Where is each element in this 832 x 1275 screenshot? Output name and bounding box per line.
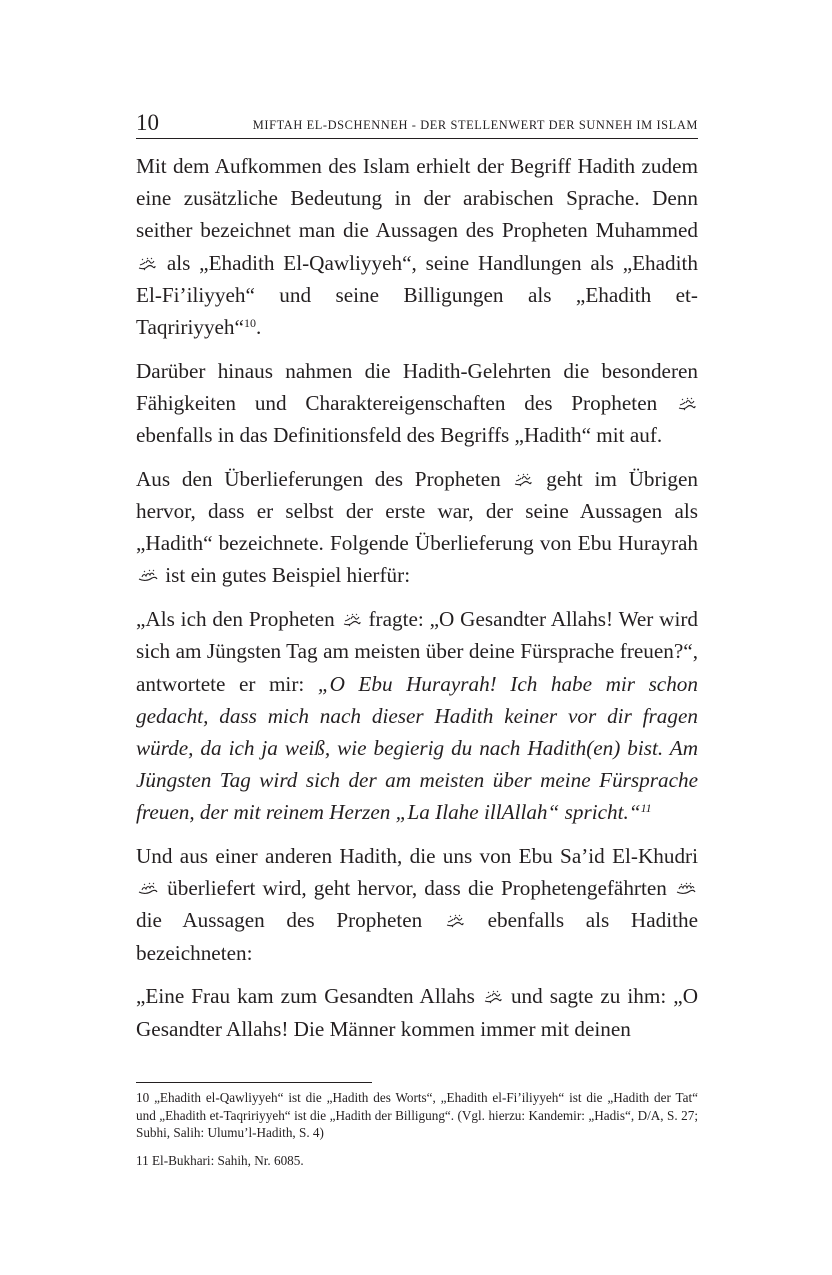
- paragraph-2-text-a: Darüber hinaus nahmen die Hadith-Gelehrten die besonderen Fähigkeiten und Charaktereigenschaften des Propheten: [136, 358, 698, 415]
- footnote-ref-10[interactable]: 10: [243, 316, 256, 331]
- paragraph-5-text-b: überliefert wird, geht hervor, dass die Prophetengefährten: [167, 876, 667, 901]
- radiya-plural-icon: [676, 882, 696, 895]
- footnote-text: „Ehadith el-Qawliyyeh“ ist die „Hadith des Worts“, „Ehadith el-Fi’iliyyeh“ ist die „Hadith der Tat“ und „Ehadith et-Taqririyyeh“ ist die „Hadith der Billigung“. (Vgl. hierzu: Kandemir: „Hadis“, D/A, S. 27; Subhi, Salih: Ulumu’l-Hadith, S. 4): [136, 1090, 699, 1140]
- paragraph-1: [136, 150, 698, 343]
- paragraph-1-text-a: Mit dem Aufkommen des Islam erhielt der Begriff Hadith zudem eine zusätzliche Bedeutung in der arabischen Sprache. Denn seither bezeichnet man die Aussagen des Propheten Muhammed: [136, 154, 698, 243]
- salawat-icon: [138, 257, 156, 271]
- paragraph-1-text-b: als „Ehadith El-Qawliyyeh“, seine Handlungen als „Ehadith El-Fi’iliyyeh“ und seine Billigungen als „Ehadith et-Taqririyyeh“: [136, 250, 698, 340]
- salawat-icon: [343, 613, 361, 627]
- paragraph-4: [136, 603, 698, 828]
- footnote-11: [136, 1152, 698, 1170]
- radiya-icon: [138, 882, 158, 895]
- salawat-icon: [514, 473, 532, 487]
- paragraph-3-text-b: geht im Übrigen hervor, dass er selbst der erste war, der seine Aussagen als „Hadith“ bezeichnete. Folgende Überlieferung von Ebu Hurayrah: [136, 466, 698, 556]
- paragraph-6: [136, 980, 698, 1044]
- salawat-icon: [484, 990, 502, 1004]
- salawat-icon: [446, 914, 464, 928]
- paragraph-3-text-c: ist ein gutes Beispiel hierfür:: [165, 563, 411, 588]
- footnote-number: 10: [136, 1090, 150, 1105]
- paragraph-5: [136, 840, 698, 969]
- salawat-icon: [678, 397, 696, 411]
- footnote-10: [136, 1089, 698, 1142]
- radiya-icon: [138, 569, 158, 582]
- paragraph-3-text-a: Aus den Überlieferungen des Propheten: [136, 466, 501, 491]
- paragraph-5-text-d: ebenfalls als Hadithe bezeichneten:: [136, 908, 699, 965]
- paragraph-2: [136, 355, 698, 452]
- paragraph-5-text-a: Und aus einer anderen Hadith, die uns von Ebu Sa’id El-Khudri: [136, 844, 698, 869]
- paragraph-6-text-a: „Eine Frau kam zum Gesandten Allahs: [136, 984, 475, 1009]
- hadith-quote: „O Ebu Hurayrah! Ich habe mir schon gedacht, dass mich nach dieser Hadith keiner vor dir fragen würde, da ich ja weiß, wie begierig du nach Hadith(en) bist. Am Jüngsten Tag wird sich der am meisten über meine Fürsprache freuen, der mit reinem Herzen „La Ilahe illAllah“ spricht.“: [136, 671, 698, 825]
- footnote-number: 11: [136, 1152, 149, 1168]
- paragraph-4-text-b: fragte: „O Gesandter Allahs! Wer wird sich am Jüngsten Tag am meisten über deine Fürsprache freuen?“, antwortete er mir:: [136, 607, 699, 696]
- running-head: MIFTAH EL-DSCHENNEH - DER STELLENWERT DER SUNNEH IM ISLAM: [252, 118, 698, 132]
- paragraph-5-text-c: die Aussagen des Propheten: [136, 908, 423, 933]
- body-text: [136, 150, 698, 1045]
- paragraph-2-text-b: ebenfalls in das Definitionsfeld des Begriffs „Hadith“ mit auf.: [136, 423, 663, 448]
- page-number: 10: [136, 110, 159, 135]
- footnotes: [136, 1082, 698, 1179]
- paragraph-6-text-b: und sagte zu ihm: „O Gesandter Allahs! Die Männer kommen immer mit deinen: [136, 984, 698, 1041]
- paragraph-1-text-c: .: [255, 315, 262, 340]
- paragraph-3: [136, 463, 698, 592]
- paragraph-4-text-a: „Als ich den Propheten: [136, 607, 335, 632]
- footnote-text: El-Bukhari: Sahih, Nr. 6085.: [152, 1152, 304, 1168]
- footnote-ref-11[interactable]: 11: [640, 801, 652, 816]
- footnote-divider: [136, 1082, 372, 1083]
- page-header: [136, 108, 698, 139]
